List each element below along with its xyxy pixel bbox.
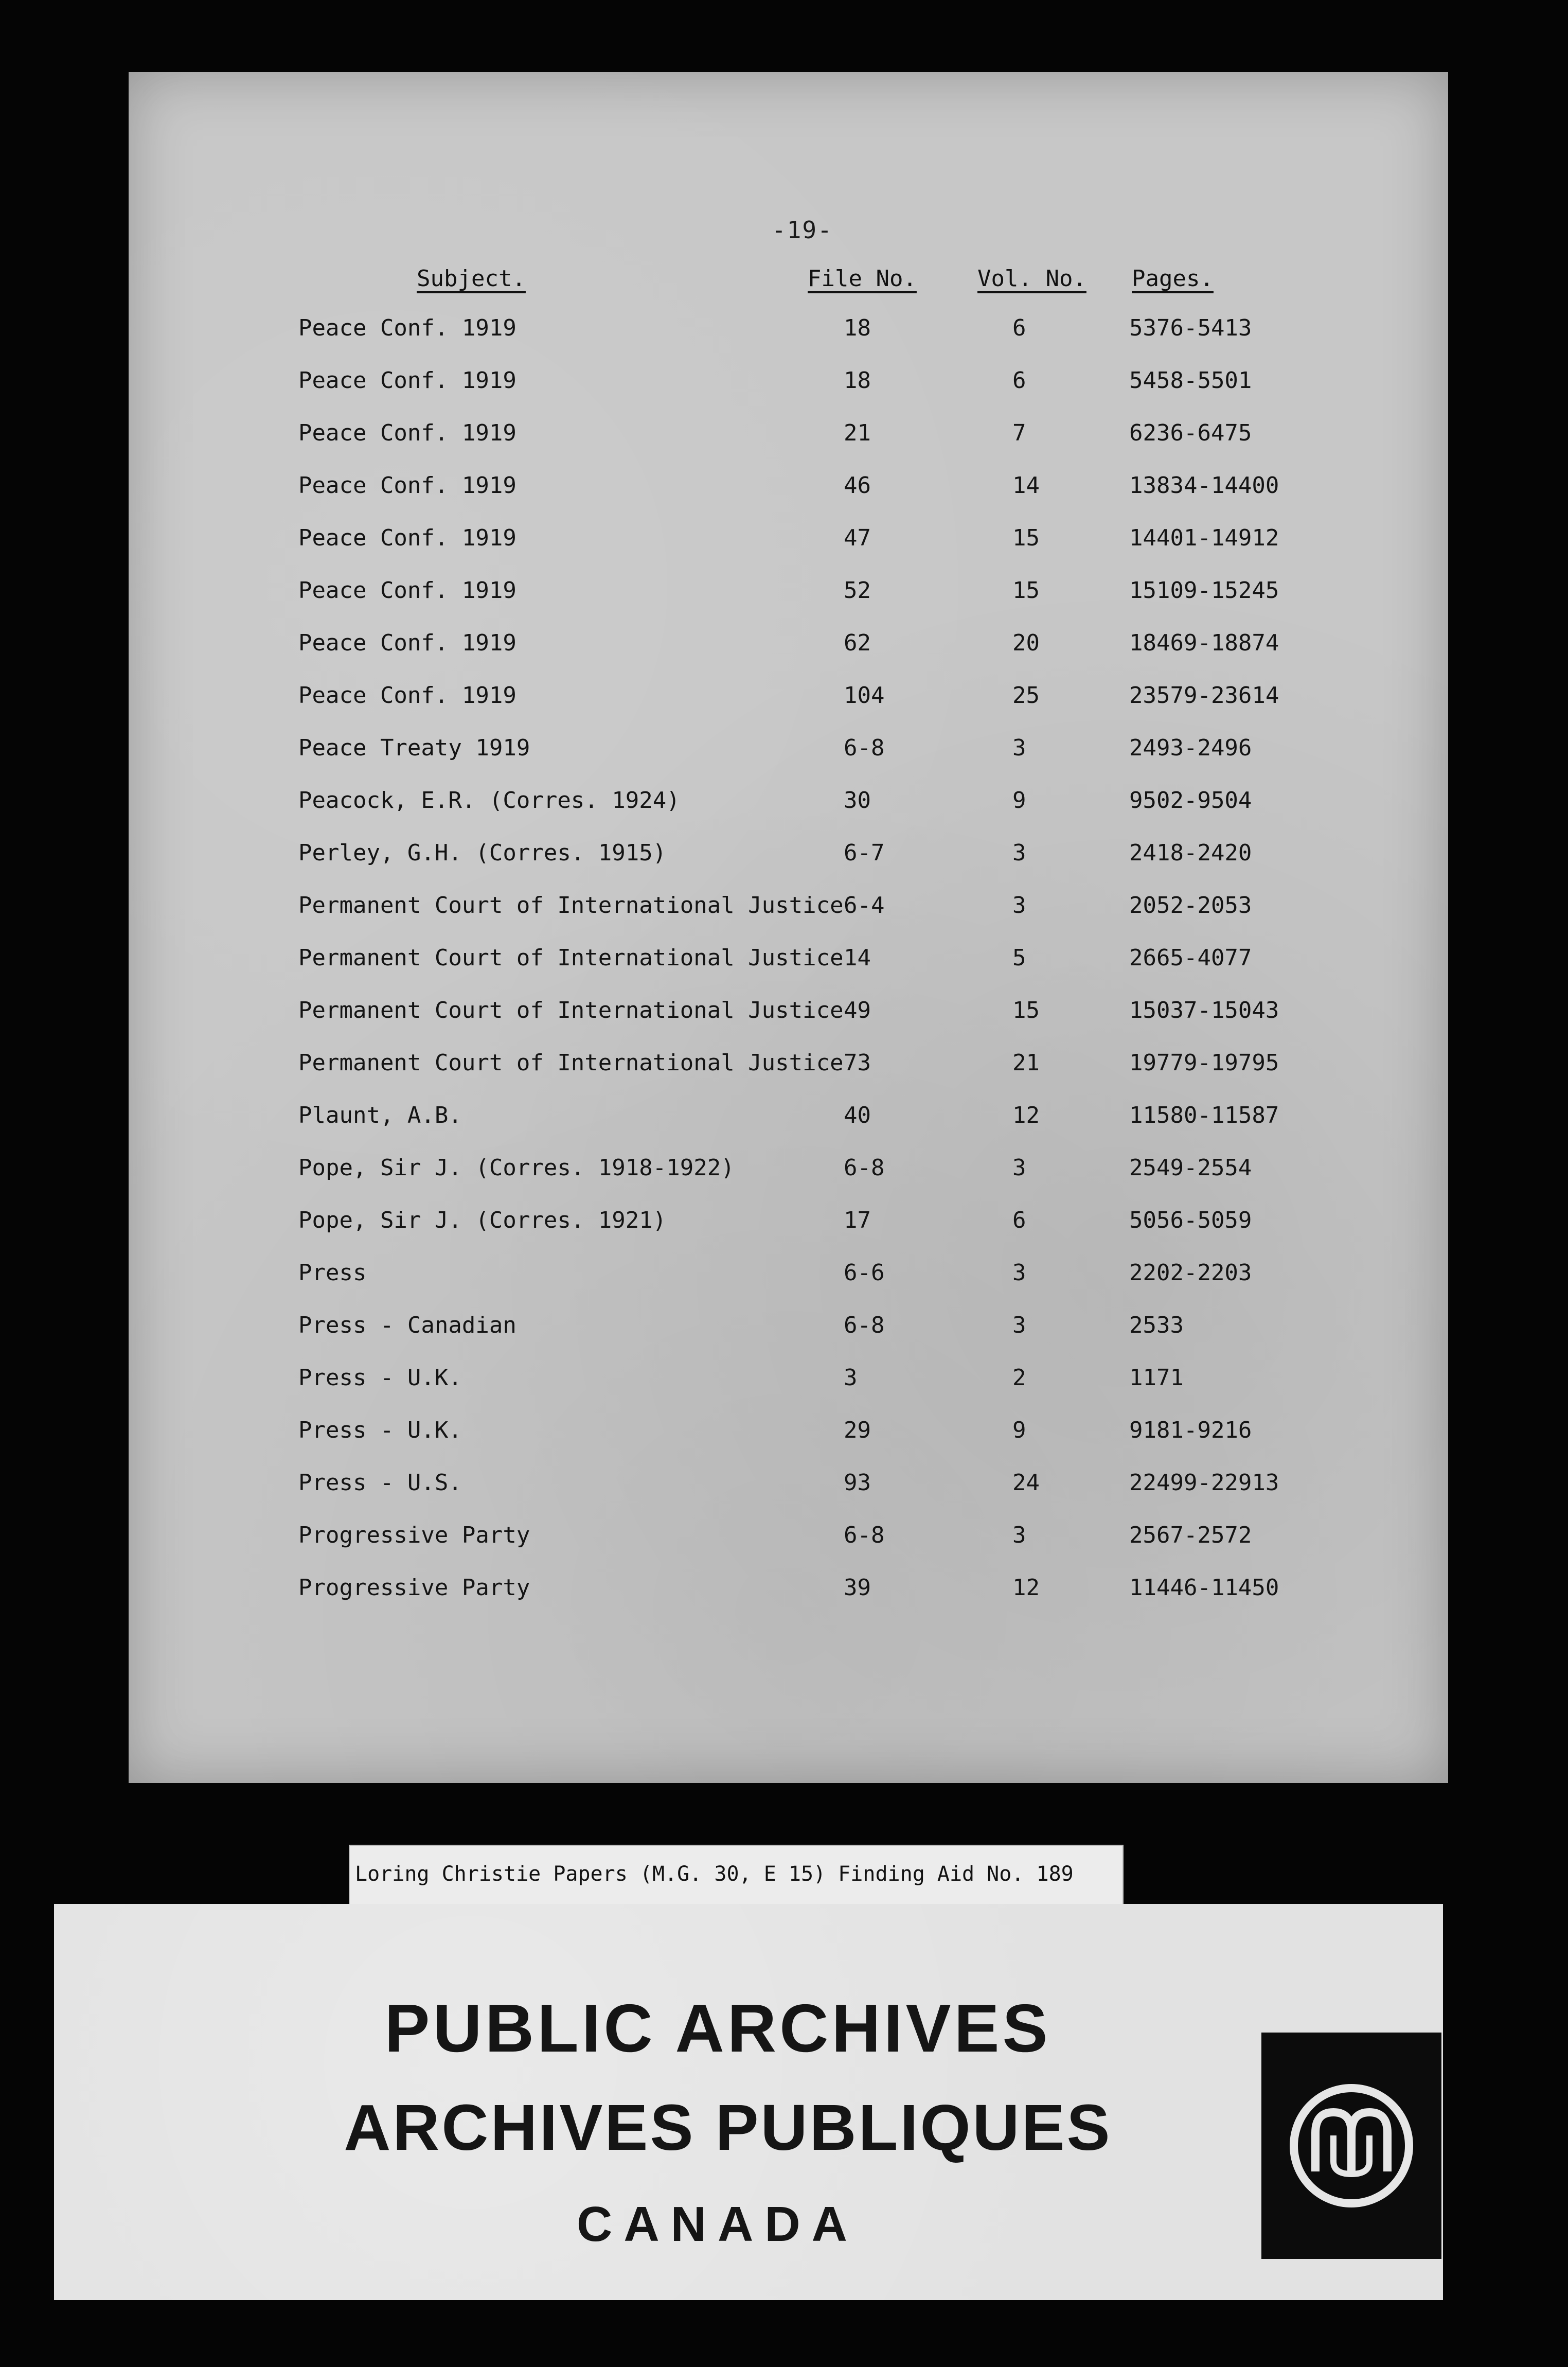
row-subject: Peace Conf. 1919 xyxy=(298,420,516,446)
row-subject: Peace Conf. 1919 xyxy=(298,315,516,341)
row-subject: Progressive Party xyxy=(298,1575,530,1601)
row-pages: 2493-2496 xyxy=(1129,735,1252,761)
row-pages: 2567-2572 xyxy=(1129,1522,1252,1548)
row-file-no: 40 xyxy=(844,1102,871,1128)
row-subject: Peace Conf. 1919 xyxy=(298,630,516,656)
row-vol-no: 6 xyxy=(1012,1207,1026,1233)
stamp-line-1: PUBLIC ARCHIVES xyxy=(384,1990,1051,2066)
archives-stamp xyxy=(54,1904,1443,2300)
row-subject: Peacock, E.R. (Corres. 1924) xyxy=(298,787,680,814)
row-file-no: 21 xyxy=(844,420,871,446)
table-row xyxy=(0,1050,1568,1102)
row-file-no: 6-8 xyxy=(844,735,885,761)
table-row xyxy=(0,892,1568,945)
table-row xyxy=(0,630,1568,682)
row-file-no: 6-8 xyxy=(844,1522,885,1548)
row-file-no: 6-7 xyxy=(844,840,885,866)
row-vol-no: 25 xyxy=(1012,682,1040,709)
row-subject: Press xyxy=(298,1260,367,1286)
table-row xyxy=(0,367,1568,420)
table-row xyxy=(0,525,1568,577)
row-file-no: 52 xyxy=(844,577,871,604)
header-pages: Pages. xyxy=(1132,266,1214,292)
caption-text: Loring Christie Papers (M.G. 30, E 15) Finding Aid No. 189 xyxy=(355,1862,1074,1886)
row-pages: 11446-11450 xyxy=(1129,1575,1279,1601)
row-vol-no: 20 xyxy=(1012,630,1040,656)
table-row xyxy=(0,1155,1568,1207)
row-file-no: 6-8 xyxy=(844,1312,885,1338)
row-subject: Perley, G.H. (Corres. 1915) xyxy=(298,840,667,866)
row-pages: 5458-5501 xyxy=(1129,367,1252,394)
header-file-no: File No. xyxy=(808,266,917,292)
row-pages: 18469-18874 xyxy=(1129,630,1279,656)
row-pages: 5376-5413 xyxy=(1129,315,1252,341)
row-subject: Pope, Sir J. (Corres. 1918-1922) xyxy=(298,1155,735,1181)
row-pages: 2665-4077 xyxy=(1129,945,1252,971)
row-vol-no: 12 xyxy=(1012,1102,1040,1128)
row-file-no: 46 xyxy=(844,472,871,499)
row-pages: 1171 xyxy=(1129,1365,1184,1391)
row-subject: Press - Canadian xyxy=(298,1312,516,1338)
row-pages: 9502-9504 xyxy=(1129,787,1252,814)
row-vol-no: 5 xyxy=(1012,945,1026,971)
table-row xyxy=(0,1575,1568,1627)
row-subject: Plaunt, A.B. xyxy=(298,1102,462,1128)
row-subject: Press - U.S. xyxy=(298,1470,462,1496)
row-file-no: 29 xyxy=(844,1417,871,1443)
row-vol-no: 6 xyxy=(1012,367,1026,394)
row-vol-no: 9 xyxy=(1012,787,1026,814)
row-pages: 2052-2053 xyxy=(1129,892,1252,918)
row-subject: Pope, Sir J. (Corres. 1921) xyxy=(298,1207,667,1233)
table-row xyxy=(0,472,1568,525)
table-row xyxy=(0,735,1568,787)
table-row xyxy=(0,1260,1568,1312)
row-file-no: 14 xyxy=(844,945,871,971)
table-row xyxy=(0,682,1568,735)
row-vol-no: 6 xyxy=(1012,315,1026,341)
row-subject: Peace Conf. 1919 xyxy=(298,367,516,394)
row-pages: 5056-5059 xyxy=(1129,1207,1252,1233)
row-file-no: 39 xyxy=(844,1575,871,1601)
stamp-line-2: ARCHIVES PUBLIQUES xyxy=(344,2091,1112,2164)
stamp-line-3: CANADA xyxy=(577,2197,859,2252)
table-row xyxy=(0,420,1568,472)
row-subject: Press - U.K. xyxy=(298,1365,462,1391)
table-row xyxy=(0,787,1568,840)
header-vol-no: Vol. No. xyxy=(977,266,1086,292)
row-subject: Press - U.K. xyxy=(298,1417,462,1443)
table-row xyxy=(0,1102,1568,1155)
table-row xyxy=(0,1365,1568,1417)
row-pages: 2418-2420 xyxy=(1129,840,1252,866)
row-subject: Permanent Court of International Justice xyxy=(298,1050,844,1076)
row-vol-no: 15 xyxy=(1012,997,1040,1023)
row-pages: 2533 xyxy=(1129,1312,1184,1338)
row-subject: Peace Conf. 1919 xyxy=(298,525,516,551)
row-subject: Peace Conf. 1919 xyxy=(298,472,516,499)
row-subject: Permanent Court of International Justice xyxy=(298,945,844,971)
row-pages: 15037-15043 xyxy=(1129,997,1279,1023)
row-pages: 19779-19795 xyxy=(1129,1050,1279,1076)
page-number: -19- xyxy=(772,216,833,244)
row-pages: 6236-6475 xyxy=(1129,420,1252,446)
row-file-no: 30 xyxy=(844,787,871,814)
table-row xyxy=(0,945,1568,997)
table-row xyxy=(0,997,1568,1050)
row-vol-no: 3 xyxy=(1012,840,1026,866)
table-row xyxy=(0,1207,1568,1260)
row-subject: Peace Treaty 1919 xyxy=(298,735,530,761)
row-subject: Peace Conf. 1919 xyxy=(298,577,516,604)
row-file-no: 17 xyxy=(844,1207,871,1233)
table-row xyxy=(0,840,1568,892)
row-file-no: 6-4 xyxy=(844,892,885,918)
row-file-no: 104 xyxy=(844,682,885,709)
table-row xyxy=(0,1470,1568,1522)
row-file-no: 62 xyxy=(844,630,871,656)
row-file-no: 18 xyxy=(844,367,871,394)
row-vol-no: 7 xyxy=(1012,420,1026,446)
row-file-no: 6-8 xyxy=(844,1155,885,1181)
index-table xyxy=(0,315,1568,1627)
microfilm-logo-icon xyxy=(1261,2033,1441,2259)
row-file-no: 6-6 xyxy=(844,1260,885,1286)
row-pages: 14401-14912 xyxy=(1129,525,1279,551)
table-row xyxy=(0,1417,1568,1470)
row-vol-no: 3 xyxy=(1012,1155,1026,1181)
table-row xyxy=(0,315,1568,367)
row-pages: 2202-2203 xyxy=(1129,1260,1252,1286)
row-vol-no: 12 xyxy=(1012,1575,1040,1601)
row-vol-no: 21 xyxy=(1012,1050,1040,1076)
row-file-no: 47 xyxy=(844,525,871,551)
row-subject: Permanent Court of International Justice xyxy=(298,892,844,918)
row-pages: 15109-15245 xyxy=(1129,577,1279,604)
row-vol-no: 3 xyxy=(1012,892,1026,918)
row-pages: 9181-9216 xyxy=(1129,1417,1252,1443)
row-subject: Permanent Court of International Justice xyxy=(298,997,844,1023)
row-pages: 13834-14400 xyxy=(1129,472,1279,499)
row-pages: 22499-22913 xyxy=(1129,1470,1279,1496)
row-vol-no: 3 xyxy=(1012,1312,1026,1338)
row-file-no: 3 xyxy=(844,1365,858,1391)
row-pages: 11580-11587 xyxy=(1129,1102,1279,1128)
row-file-no: 93 xyxy=(844,1470,871,1496)
table-row xyxy=(0,577,1568,630)
row-vol-no: 3 xyxy=(1012,1260,1026,1286)
row-vol-no: 3 xyxy=(1012,1522,1026,1548)
row-vol-no: 15 xyxy=(1012,577,1040,604)
row-vol-no: 24 xyxy=(1012,1470,1040,1496)
row-pages: 2549-2554 xyxy=(1129,1155,1252,1181)
row-vol-no: 9 xyxy=(1012,1417,1026,1443)
row-subject: Peace Conf. 1919 xyxy=(298,682,516,709)
row-vol-no: 15 xyxy=(1012,525,1040,551)
row-vol-no: 3 xyxy=(1012,735,1026,761)
row-file-no: 73 xyxy=(844,1050,871,1076)
row-pages: 23579-23614 xyxy=(1129,682,1279,709)
table-row xyxy=(0,1522,1568,1575)
row-subject: Progressive Party xyxy=(298,1522,530,1548)
row-file-no: 18 xyxy=(844,315,871,341)
finding-aid-caption xyxy=(349,1845,1124,1906)
row-file-no: 49 xyxy=(844,997,871,1023)
header-subject: Subject. xyxy=(417,266,526,292)
row-vol-no: 2 xyxy=(1012,1365,1026,1391)
row-vol-no: 14 xyxy=(1012,472,1040,499)
table-row xyxy=(0,1312,1568,1365)
